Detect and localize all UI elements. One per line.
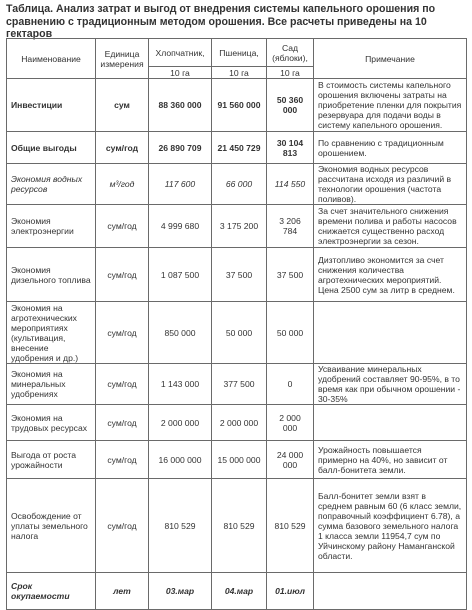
row-cotton: 26 890 709	[149, 132, 212, 164]
table-caption: Таблица. Анализ затрат и выгод от внедрения системы капельного орошения по сравнению с традиционным методом орошения. Все расчеты приведены на 10 гектаров	[6, 3, 436, 40]
header-garden: Сад (яблоки),	[267, 39, 314, 67]
row-wheat: 21 450 729	[212, 132, 267, 164]
row-garden: 30 104 813	[267, 132, 314, 164]
row-wheat: 810 529	[212, 479, 267, 573]
row-garden: 114 550	[267, 164, 314, 205]
header-area-garden: 10 га	[267, 67, 314, 79]
row-cotton: 88 360 000	[149, 79, 212, 132]
row-note: Балл-бонитет земли взят в среднем равным 60 (6 класс земли, поправочный коэффициент 6.78), а сумма базового земельного налога 1 класса земли 11954,7 сум по Уйчинскому району Наманганской области.	[314, 479, 467, 573]
header-note: Примечание	[314, 39, 467, 79]
row-garden: 810 529	[267, 479, 314, 573]
row-cotton: 2 000 000	[149, 405, 212, 441]
row-garden: 37 500	[267, 248, 314, 302]
row-note: За счет значительного снижения времени полива и работы насосов снижается существенно расход электроэнергии за сезон.	[314, 205, 467, 248]
row-note: По сравнению с традиционным орошением.	[314, 132, 467, 164]
row-garden: 50 360 000	[267, 79, 314, 132]
row-name: Срок окупаемости	[7, 573, 96, 610]
table-row	[7, 405, 467, 441]
row-garden: 01.июл	[267, 573, 314, 610]
row-name: Освобождение от уплаты земельного налога	[7, 479, 96, 573]
row-note	[314, 405, 467, 441]
row-unit: сум/год	[96, 364, 149, 405]
row-cotton: 117 600	[149, 164, 212, 205]
row-wheat: 50 000	[212, 302, 267, 364]
row-garden: 50 000	[267, 302, 314, 364]
row-note: Урожайность повышается примерно на 40%, но зависит от балл-бонитета земли.	[314, 441, 467, 479]
row-unit: м³/год	[96, 164, 149, 205]
table-row	[7, 79, 467, 132]
row-wheat: 37 500	[212, 248, 267, 302]
row-note: Дизтопливо экономится за счет снижения количества агротехнических мероприятий. Цена 2500 сум за литр в среднем.	[314, 248, 467, 302]
row-cotton: 16 000 000	[149, 441, 212, 479]
row-unit: сум/год	[96, 479, 149, 573]
header-unit: Единица измерения	[96, 39, 149, 79]
header-wheat: Пшеница,	[212, 39, 267, 67]
header-area-wheat: 10 га	[212, 67, 267, 79]
table-row	[7, 205, 467, 248]
row-note: В стоимость системы капельного орошения включены затраты на приобретение пленки для покрытия резервуара для подачи воды в систему капельного орошения.	[314, 79, 467, 132]
header-name: Наименование	[7, 39, 96, 79]
table-row	[7, 573, 467, 610]
row-unit: сум	[96, 79, 149, 132]
table-row	[7, 132, 467, 164]
cost-benefit-table	[6, 38, 467, 610]
table-row	[7, 441, 467, 479]
row-note	[314, 573, 467, 610]
row-note	[314, 302, 467, 364]
row-name: Общие выгоды	[7, 132, 96, 164]
header-cotton: Хлопчатник,	[149, 39, 212, 67]
table-row	[7, 164, 467, 205]
row-unit: сум/год	[96, 302, 149, 364]
row-name: Экономия на минеральных удобрениях	[7, 364, 96, 405]
row-unit: сум/год	[96, 205, 149, 248]
row-unit: сум/год	[96, 248, 149, 302]
table-row	[7, 364, 467, 405]
row-name: Экономия электроэнергии	[7, 205, 96, 248]
row-wheat: 66 000	[212, 164, 267, 205]
row-note: Экономия водных ресурсов рассчитана исходя из различий в технологии орошения (частота поливов).	[314, 164, 467, 205]
row-wheat: 377 500	[212, 364, 267, 405]
header-area-cotton: 10 га	[149, 67, 212, 79]
row-name: Экономия дизельного топлива	[7, 248, 96, 302]
table-row	[7, 479, 467, 573]
row-cotton: 810 529	[149, 479, 212, 573]
row-name: Экономия на агротехнических мероприятиях (культивация, внесение удобрения и др.)	[7, 302, 96, 364]
row-cotton: 1 143 000	[149, 364, 212, 405]
row-wheat: 04.мар	[212, 573, 267, 610]
row-cotton: 850 000	[149, 302, 212, 364]
row-cotton: 1 087 500	[149, 248, 212, 302]
row-cotton: 4 999 680	[149, 205, 212, 248]
row-wheat: 15 000 000	[212, 441, 267, 479]
row-name: Инвестиции	[7, 79, 96, 132]
row-unit: сум/год	[96, 441, 149, 479]
row-garden: 2 000 000	[267, 405, 314, 441]
table-row	[7, 302, 467, 364]
row-unit: сум/год	[96, 132, 149, 164]
row-wheat: 3 175 200	[212, 205, 267, 248]
row-garden: 0	[267, 364, 314, 405]
table-row	[7, 248, 467, 302]
row-name: Выгода от роста урожайности	[7, 441, 96, 479]
row-name: Экономия водных ресурсов	[7, 164, 96, 205]
row-name: Экономия на трудовых ресурсах	[7, 405, 96, 441]
row-garden: 3 206 784	[267, 205, 314, 248]
row-wheat: 91 560 000	[212, 79, 267, 132]
row-garden: 24 000 000	[267, 441, 314, 479]
row-unit: лет	[96, 573, 149, 610]
row-unit: сум/год	[96, 405, 149, 441]
row-wheat: 2 000 000	[212, 405, 267, 441]
row-note: Усваивание минеральных удобрений составляет 90-95%, в то время как при обычном орошении - 30-35%	[314, 364, 467, 405]
header-row	[7, 39, 467, 67]
row-cotton: 03.мар	[149, 573, 212, 610]
